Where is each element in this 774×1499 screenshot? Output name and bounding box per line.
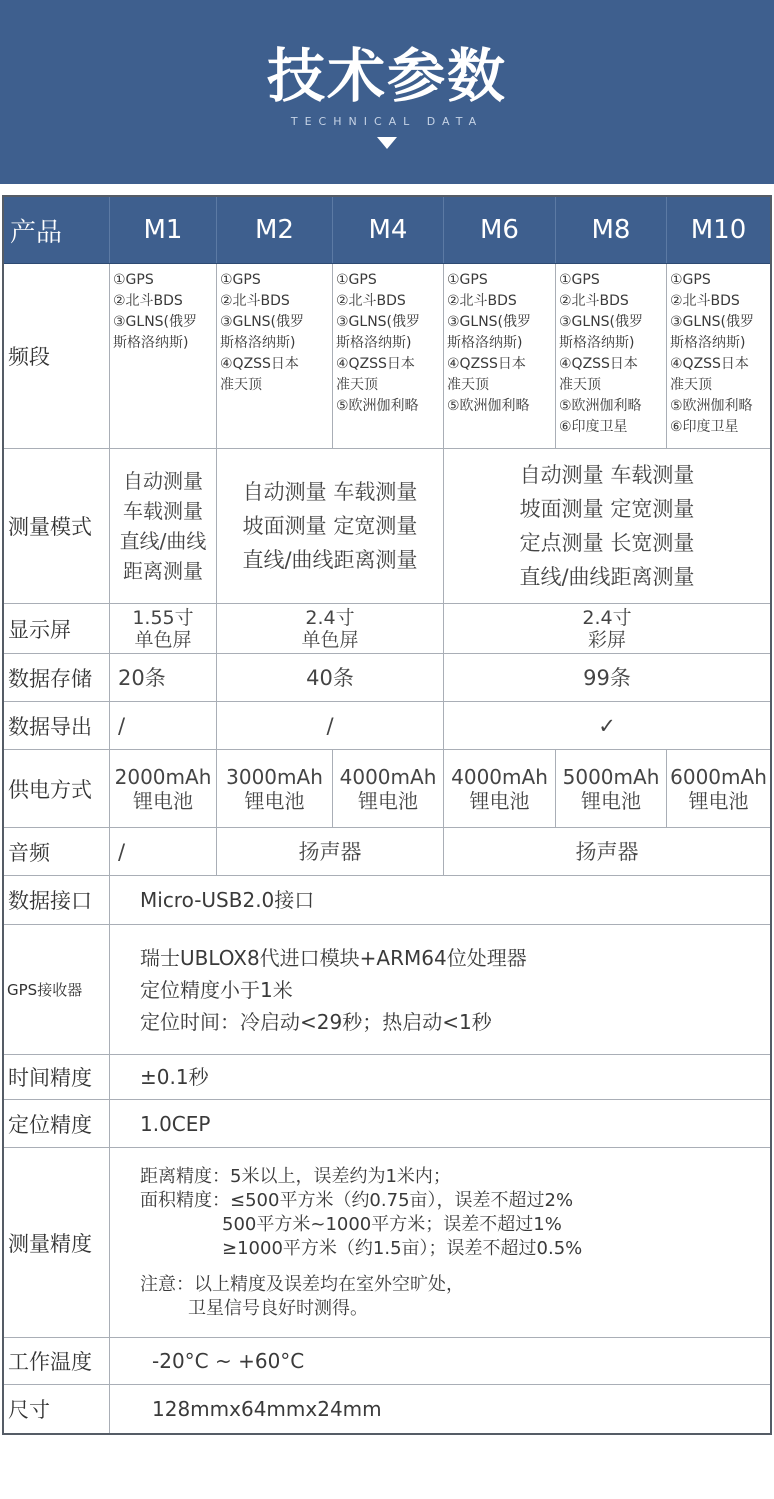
screen-line: 1.55寸 [132,606,194,629]
freq-line: ①GPS [447,272,488,288]
freq-line: ③GLNS(俄罗 [559,314,644,330]
freq-line: ①GPS [559,272,600,288]
row-temperature [4,1338,770,1385]
row-label: 数据导出 [8,714,92,739]
row-label: 工作温度 [8,1350,92,1374]
row-label: 数据存储 [8,666,92,691]
freq-line: ③GLNS(俄罗 [670,314,755,330]
power-line: 锂电池 [688,788,749,813]
header-m6: M6 [443,197,555,263]
freq-line: ⑥印度卫星 [670,419,739,435]
power-line: 3000mAh [226,764,323,789]
freq-line: ①GPS [336,272,377,288]
row-label: 频段 [8,345,50,369]
freq-line: 斯格洛纳斯) [113,335,189,351]
header-m2: M2 [216,197,332,263]
header-m1: M1 [109,197,216,263]
export-m2-m4: / [216,702,443,749]
precision-line: 距离精度：5米以上，误差约为1米内； [140,1165,451,1187]
measure-precision-value [109,1148,770,1337]
row-frequency [4,264,770,449]
export-m6-m10: ✓ [443,702,770,749]
mode-line: 车载测量 [123,499,203,523]
header-m10: M10 [666,197,770,263]
power-m10 [666,750,770,827]
freq-line: ⑤欧洲伽利略 [336,398,419,414]
time-precision-value: ±0.1秒 [109,1055,770,1099]
storage-m1: 20条 [109,654,216,701]
header-m8: M8 [555,197,666,263]
audio-m6-m10: 扬声器 [443,828,770,875]
power-line: 锂电池 [581,788,641,813]
freq-line: 准天顶 [220,377,262,393]
spec-table [2,195,772,1435]
row-label: 测量精度 [8,1231,92,1256]
power-line: 锂电池 [469,788,530,813]
row-power [4,750,770,828]
page-title: 技术参数 [266,42,507,110]
freq-line: 斯格洛纳斯) [447,335,523,351]
freq-line: ①GPS [670,272,711,288]
power-line: 4000mAh [451,764,548,789]
freq-line: ④QZSS日本 [447,356,526,372]
gps-line: 定位精度小于1米 [140,977,293,1002]
title-banner [0,0,774,184]
position-precision-value: 1.0CEP [109,1100,770,1147]
row-storage [4,654,770,702]
table-header-row [4,197,770,264]
row-position-precision [4,1100,770,1148]
mode-line: 定点测量 长宽测量 [519,531,695,555]
header-m4: M4 [332,197,443,263]
header-product: 产品 [10,217,63,248]
temperature-value: -20°C ~ +60°C [109,1338,770,1384]
precision-line: 面积精度：≤500平方米（约0.75亩），误差不超过2% [140,1189,574,1211]
size-value: 128mmx64mmx24mm [109,1385,770,1433]
freq-line: 准天顶 [447,377,489,393]
note-line: 注意：以上精度及误差均在室外空旷处， [140,1273,464,1295]
power-m4 [332,750,443,827]
storage-m2-m4: 40条 [216,654,443,701]
interface-value: Micro-USB2.0接口 [109,876,770,924]
mode-m2-m4 [216,449,443,603]
freq-line: 斯格洛纳斯) [220,335,296,351]
power-m8 [555,750,666,827]
mode-line: 直线/曲线距离测量 [519,565,695,589]
gps-line: 定位时间：冷启动<29秒；热启动<1秒 [140,1009,492,1034]
power-line: 锂电池 [133,788,193,813]
freq-line: ④QZSS日本 [220,356,299,372]
row-label: GPS接收器 [7,981,83,999]
power-m2 [216,750,332,827]
screen-m2-m4 [216,604,443,653]
row-time-precision [4,1055,770,1100]
freq-line: ⑥印度卫星 [559,419,628,435]
precision-line: 500平方米~1000平方米；误差不超过1% [222,1213,562,1235]
power-line: 4000mAh [339,764,437,789]
freq-line: ⑤欧洲伽利略 [559,398,642,414]
screen-line: 2.4寸 [305,606,355,629]
freq-m2 [216,264,332,448]
freq-line: ③GLNS(俄罗 [447,314,532,330]
row-export [4,702,770,750]
row-label: 定位精度 [8,1112,92,1137]
freq-line: ②北斗BDS [447,293,517,309]
freq-line: 准天顶 [336,377,378,393]
mode-m6-m10 [443,449,770,603]
freq-line: 准天顶 [559,377,601,393]
freq-line: ⑤欧洲伽利略 [447,398,530,414]
chevron-down-icon [377,137,397,149]
screen-line: 彩屏 [587,628,626,651]
freq-line: 斯格洛纳斯) [336,335,412,351]
power-m6 [443,750,555,827]
freq-line: ②北斗BDS [113,293,183,309]
mode-line: 自动测量 车载测量 [242,480,418,504]
power-m1 [109,750,216,827]
freq-line: ③GLNS(俄罗 [220,314,305,330]
audio-m2-m4: 扬声器 [216,828,443,875]
power-line: 锂电池 [244,788,305,813]
row-mode [4,449,770,604]
row-label: 数据接口 [8,889,92,913]
page-subtitle: TECHNICAL DATA [290,115,484,128]
screen-line: 单色屏 [134,628,192,651]
freq-m4 [332,264,443,448]
row-measure-precision [4,1148,770,1338]
power-line: 5000mAh [562,764,660,789]
gps-line: 瑞士UBLOX8代进口模块+ARM64位处理器 [140,945,527,970]
export-m1: / [109,702,216,749]
note-line: 卫星信号良好时测得。 [188,1297,368,1319]
freq-m8 [555,264,666,448]
row-size [4,1385,770,1433]
freq-line: ④QZSS日本 [670,356,749,372]
freq-line: ⑤欧洲伽利略 [670,398,753,414]
screen-line: 2.4寸 [582,606,632,629]
power-line: 2000mAh [114,764,212,789]
freq-m10 [666,264,770,448]
row-label: 测量模式 [8,515,92,539]
row-audio [4,828,770,876]
freq-line: ①GPS [113,272,154,288]
row-label: 时间精度 [8,1066,92,1090]
freq-line: ②北斗BDS [670,293,740,309]
mode-line: 直线/曲线 [119,529,207,553]
freq-line: ④QZSS日本 [559,356,638,372]
storage-m6-m10: 99条 [443,654,770,701]
mode-line: 直线/曲线距离测量 [242,548,418,572]
precision-line: ≥1000平方米（约1.5亩）；误差不超过0.5% [222,1237,583,1259]
freq-line: ②北斗BDS [336,293,406,309]
gps-value [109,925,770,1054]
row-label: 显示屏 [8,617,71,642]
power-line: 6000mAh [670,764,767,789]
screen-line: 单色屏 [301,628,359,651]
freq-line: 准天顶 [670,377,712,393]
freq-line: ③GLNS(俄罗 [113,314,198,330]
row-interface [4,876,770,925]
freq-line: ①GPS [220,272,261,288]
freq-line: 斯格洛纳斯) [670,335,746,351]
power-line: 锂电池 [358,788,418,813]
mode-line: 距离测量 [123,559,203,583]
mode-line: 坡面测量 定宽测量 [519,497,695,521]
mode-line: 自动测量 [123,469,203,493]
audio-m1: / [109,828,216,875]
screen-m6-m10 [443,604,770,653]
freq-line: ④QZSS日本 [336,356,415,372]
screen-m1 [109,604,216,653]
mode-line: 坡面测量 定宽测量 [242,514,418,538]
freq-m6 [443,264,555,448]
row-label: 供电方式 [8,777,92,802]
freq-m1 [109,264,216,448]
mode-m1 [109,449,216,603]
freq-line: ③GLNS(俄罗 [336,314,421,330]
freq-line: ②北斗BDS [559,293,629,309]
freq-line: ②北斗BDS [220,293,290,309]
row-label: 音频 [8,840,50,865]
row-screen [4,604,770,654]
row-gps [4,925,770,1055]
mode-line: 自动测量 车载测量 [519,463,695,487]
freq-line: 斯格洛纳斯) [559,335,635,351]
row-label: 尺寸 [8,1398,50,1422]
